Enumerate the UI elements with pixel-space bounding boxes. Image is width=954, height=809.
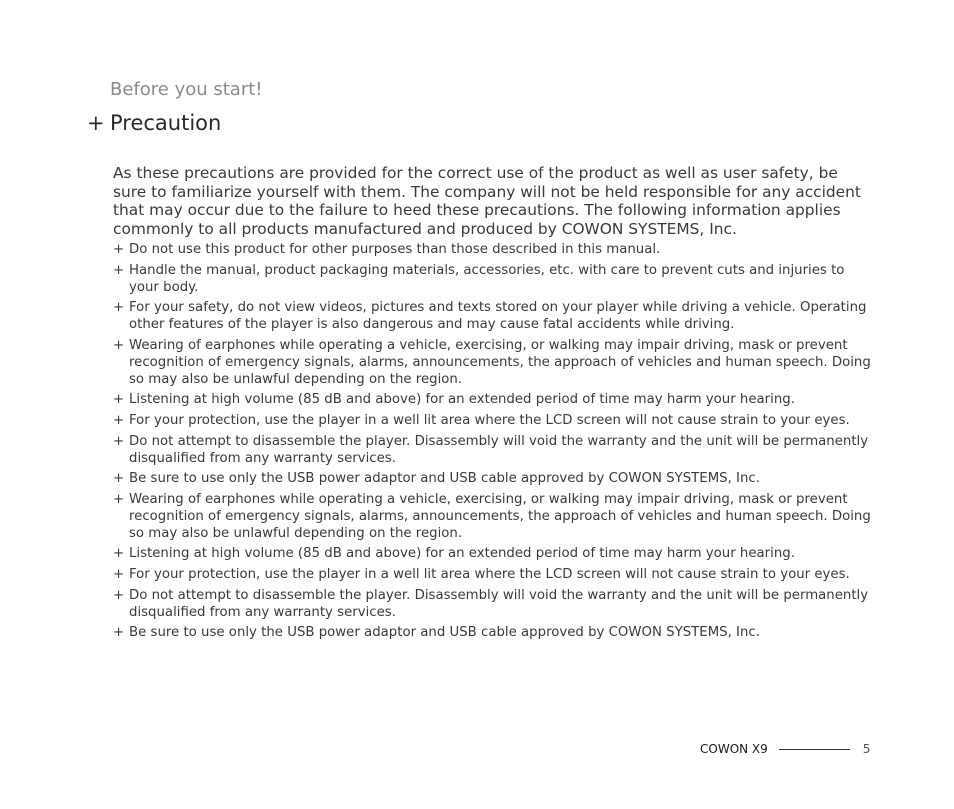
page-footer [700,742,870,756]
list-item-text: For your protection, use the player in a well lit area where the LCD screen will not cause strain to your eyes. [129,412,850,428]
list-item-text: Be sure to use only the USB power adaptor and USB cable approved by COWON SYSTEMS, Inc. [129,471,760,487]
section-label: Before you start! [110,79,263,100]
list-item-text: Listening at high volume (85 dB and above) for an extended period of time may harm your hearing. [129,392,795,408]
list-item [113,470,873,487]
plus-bullet-icon: + [113,546,125,562]
plus-bullet-icon: + [113,242,125,257]
footer-divider [779,749,850,750]
plus-bullet-icon: + [113,300,125,316]
list-item-text: For your protection, use the player in a well lit area where the LCD screen will not cause strain to your eyes. [129,566,850,582]
list-item-text: Do not use this product for other purposes than those described in this manual. [129,242,661,257]
list-item [113,262,873,296]
footer-product-name: COWON X9 [700,742,768,756]
plus-bullet-icon: + [113,587,125,603]
list-item-text: Wearing of earphones while operating a vehicle, exercising, or walking may impair driving, mask or prevent recognition of emergency signals, alarms, announcements, the approach of vehicles and human speech. Doing so may also be unlawful depending on the region. [129,491,871,541]
list-item [113,491,873,542]
list-item-text: Do not attempt to disassemble the player. Disassembly will void the warranty and the unit will be permanently disqualified from any warranty services. [129,433,869,466]
list-item [113,337,873,388]
list-item-text: Handle the manual, product packaging materials, accessories, etc. with care to prevent cuts and injuries to your body. [129,262,845,295]
precaution-list [113,241,873,645]
list-item-text: Be sure to use only the USB power adaptor and USB cable approved by COWON SYSTEMS, Inc. [129,625,760,641]
list-item [113,587,873,621]
page-title [87,111,221,135]
plus-bullet-icon: + [113,625,125,641]
list-item [113,391,873,408]
title-plus-icon: + [87,111,105,135]
list-item [113,412,873,429]
list-item-text: Wearing of earphones while operating a vehicle, exercising, or walking may impair driving, mask or prevent recognition of emergency signals, alarms, announcements, the approach of vehicles and human speech. Doing so may also be unlawful depending on the region. [129,337,871,387]
list-item-text: For your safety, do not view videos, pictures and texts stored on your player while driving a vehicle. Operating other features of the player is also dangerous and may cause fatal accidents while driving. [129,300,867,333]
list-item [113,241,873,258]
plus-bullet-icon: + [113,337,125,353]
plus-bullet-icon: + [113,433,125,449]
list-item [113,299,873,333]
list-item [113,545,873,562]
list-item-text: Listening at high volume (85 dB and above) for an extended period of time may harm your hearing. [129,546,795,562]
plus-bullet-icon: + [113,491,125,507]
plus-bullet-icon: + [113,412,125,428]
page-number: 5 [862,742,871,756]
list-item [113,433,873,467]
title-text: Precaution [110,111,222,135]
list-item [113,566,873,583]
plus-bullet-icon: + [113,566,125,582]
list-item-text: Do not attempt to disassemble the player. Disassembly will void the warranty and the unit will be permanently disqualified from any warranty services. [129,587,869,620]
plus-bullet-icon: + [113,262,125,278]
plus-bullet-icon: + [113,471,125,487]
intro-paragraph: As these precautions are provided for the correct use of the product as well as user safety, be sure to familiarize yourself with them. The company will not be held responsible for any accident that may occur due to the failure to heed these precautions. The following information applies commonly to all products manufactured and produced by COWON SYSTEMS, Inc. [113,164,861,238]
plus-bullet-icon: + [113,392,125,408]
list-item [113,624,873,641]
